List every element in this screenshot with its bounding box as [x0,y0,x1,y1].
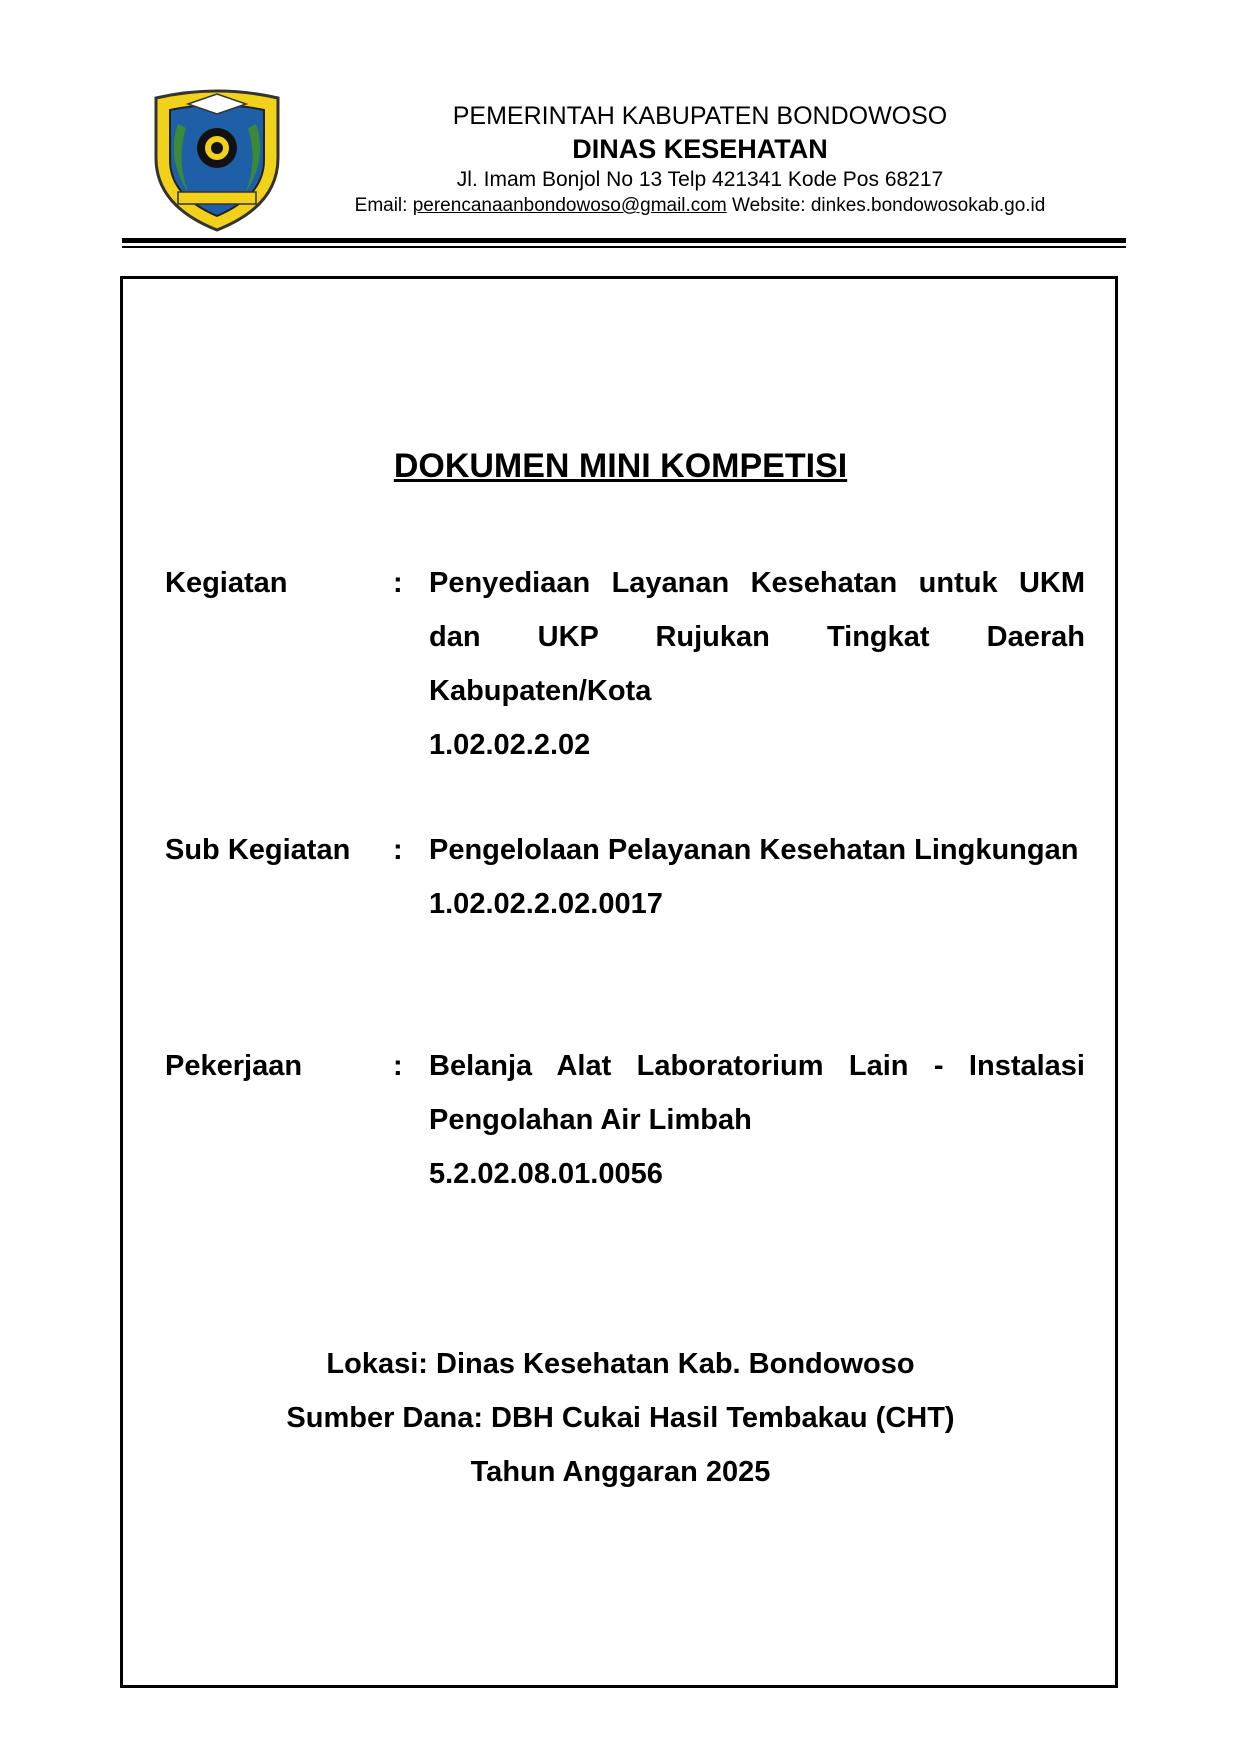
government-name: PEMERINTAH KABUPATEN BONDOWOSO [452,102,948,130]
document-title: DOKUMEN MINI KOMPETISI [393,447,848,485]
field-kegiatan [165,556,1085,772]
field-colon: : [393,1050,403,1082]
location-line: Lokasi: Dinas Kesehatan Kab. Bondowoso [326,1348,915,1380]
email-link[interactable]: perencanaanbondowoso@gmail.com [412,195,727,216]
field-label: Pekerjaan [165,1050,303,1082]
field-colon: : [393,834,403,866]
field-value: Penyediaan Layanan Kesehatan untuk UKM dan UKP Rujukan Tingkat Daerah Kabupaten/Kota [429,567,1085,707]
website-text: dinkes.bondowosokab.go.id [810,195,1046,216]
contact-line [300,194,1100,218]
field-sub-kegiatan [165,823,1085,931]
field-value: Pengelolaan Pelayanan Kesehatan Lingkungan [429,834,1079,866]
department-name: DINAS KESEHATAN [572,134,828,164]
regency-crest-icon [148,88,286,234]
field-value: Belanja Alat Laboratorium Lain - Instalasi Pengolahan Air Limbah [429,1050,1085,1136]
field-label: Kegiatan [165,567,288,599]
field-code: 1.02.02.2.02 [429,729,591,761]
fiscal-year-line: Tahun Anggaran 2025 [470,1456,771,1488]
funding-source-line: Sumber Dana: DBH Cukai Hasil Tembakau (CHT) [286,1402,955,1434]
field-label: Sub Kegiatan [165,834,351,866]
field-code: 1.02.02.2.02.0017 [429,888,663,920]
office-address: Jl. Imam Bonjol No 13 Telp 421341 Kode Pos 68217 [456,168,944,191]
website-label: Website: [731,195,806,216]
letterhead [300,100,1100,218]
email-label: Email: [354,195,408,216]
letterhead-divider-thin [122,246,1126,248]
letterhead-divider-thick [122,238,1126,243]
field-pekerjaan [165,1039,1085,1201]
field-code: 5.2.02.08.01.0056 [429,1158,663,1190]
field-colon: : [393,567,403,599]
